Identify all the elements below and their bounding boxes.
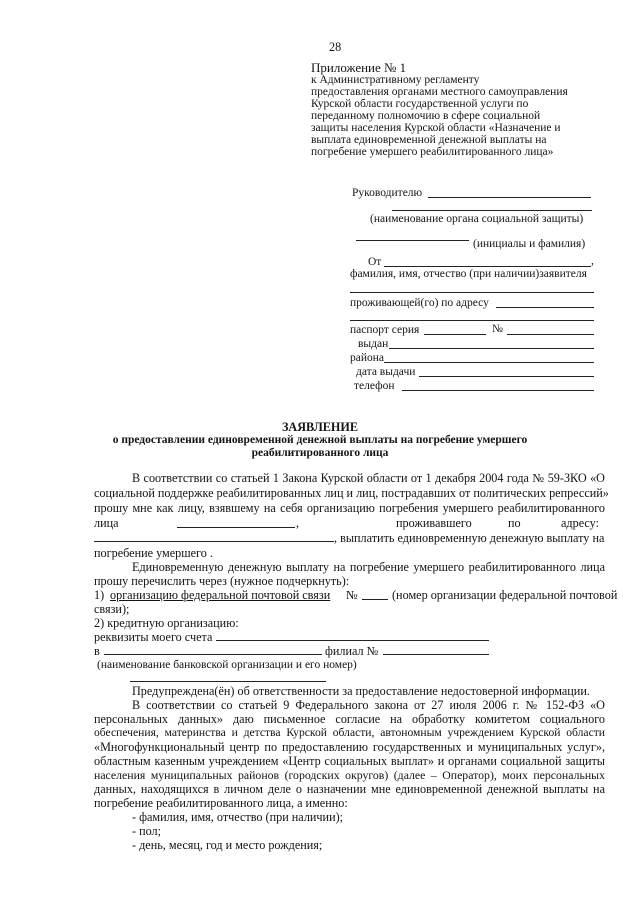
appendix-line: Курской области государственной услуги по	[311, 98, 529, 110]
address-line	[350, 320, 594, 321]
deceased-address-line	[94, 541, 334, 542]
consent-line: «Многофункциональный центр по предоставлению государственных и муниципальных услуг»,	[94, 740, 605, 754]
consent-line: В соответствии со статьей 9 Федерального закона от 27 июля 2006 г. № 152-ФЗ «О	[132, 698, 605, 712]
appendix-line: к Административному регламенту	[311, 74, 480, 86]
body-line: , выплатить единовременную денежную выплату на	[334, 531, 605, 545]
consent-line: погребение реабилитированного лица, а именно:	[94, 796, 348, 810]
list-item: - день, месяц, год и место рождения;	[132, 838, 323, 852]
appendix-line: выплата единовременной денежной выплаты на	[311, 134, 547, 146]
option-bank[interactable]: 2) кредитную организацию:	[94, 616, 239, 630]
passport-series-label: паспорт серия	[350, 324, 420, 336]
appendix-line: защиты населения Курской области «Назначение и	[311, 122, 561, 134]
initials-line	[356, 240, 469, 241]
statement-title: ЗАЯВЛЕНИЕ	[282, 420, 358, 434]
applicant-line	[350, 292, 594, 293]
consent-line: населения муниципальных районов (городских округов) (далее – Оператор), моих персональных	[94, 768, 605, 782]
residing-line	[496, 307, 594, 308]
appendix-line: предоставления органами местного самоуправления	[311, 86, 568, 98]
body-line: Единовременную денежную выплату на погребение умершего реабилитированного лица	[132, 560, 605, 574]
account-line	[216, 640, 489, 641]
option-post-office[interactable]: организацию федеральной почтовой связи	[110, 588, 331, 602]
applicant-caption: фамилия, имя, отчество (при наличии)заявителя	[350, 268, 587, 280]
body-word: адресу:	[561, 516, 599, 530]
passport-number-line	[507, 334, 594, 335]
warning-text: Предупреждена(ён) об ответственности за предоставление недостоверной информации.	[132, 684, 590, 698]
consent-line: персональных данных» даю письменное согласие на обработку комитетом социального	[94, 712, 605, 726]
option-post-suffix: (номер организации федеральной почтовой	[392, 588, 618, 602]
org-caption: (наименование органа социальной защиты)	[370, 213, 584, 225]
bank-caption: (наименование банковской организации и его номер)	[97, 659, 357, 671]
deceased-name-line	[177, 527, 295, 528]
option-post-number-label: №	[346, 588, 358, 602]
body-word: проживавшего	[396, 516, 472, 530]
passport-number-label: №	[492, 323, 503, 335]
list-item: - фамилия, имя, отчество (при наличии);	[132, 810, 344, 824]
body-line: социальной поддержке реабилитированных лиц и лиц, пострадавших от политических репрессий»	[94, 486, 609, 500]
body-line: погребение умершего .	[94, 546, 213, 560]
consent-line: данных, находящихся в личном деле о назначении мне единовременной денежной выплаты на	[94, 782, 605, 796]
account-label: реквизиты моего счета	[94, 630, 213, 644]
body-line: прошу мне как лицу, взявшему на себя организацию погребения умершего реабилитированного	[94, 501, 605, 515]
signature-line	[130, 681, 326, 682]
head-label: Руководителю	[352, 187, 423, 199]
statement-subtitle: о предоставлении единовременной денежной выплаты на погребение умершего	[112, 434, 528, 446]
body-word: лица	[94, 516, 119, 530]
branch-label: филиал №	[325, 644, 379, 658]
passport-series-line	[424, 334, 486, 335]
phone-line	[402, 390, 594, 391]
option-post-line2: связи);	[94, 602, 130, 616]
post-number-line	[362, 599, 388, 600]
district-line	[384, 362, 594, 363]
body-line: прошу перечислить через (нужное подчеркнуть):	[94, 574, 350, 588]
consent-line: обеспечения, материнства и детства Курской области, автономным учреждением Курской области	[94, 726, 605, 739]
appendix-title: Приложение № 1	[311, 60, 407, 75]
issued-label: выдан	[358, 338, 389, 350]
initials-caption: (инициалы и фамилия)	[473, 238, 586, 250]
from-label: От	[368, 256, 382, 268]
phone-label: телефон	[354, 380, 395, 392]
head-name-line	[428, 197, 591, 198]
body-word: по	[508, 516, 521, 530]
issue-date-label: дата выдачи	[356, 366, 416, 378]
branch-line	[383, 654, 489, 655]
from-comma: ,	[591, 255, 594, 267]
statement-subtitle: реабилитированного лица	[251, 447, 389, 459]
list-item: - пол;	[132, 824, 162, 838]
residing-label: проживающей(го) по адресу	[350, 297, 489, 309]
page-number: 28	[329, 40, 342, 54]
appendix-line: переданному полномочию в сфере социальной	[311, 110, 541, 122]
issue-date-line	[419, 376, 594, 377]
option-post-prefix: 1)	[94, 588, 105, 602]
from-line	[384, 266, 591, 267]
body-line: В соответствии со статьей 1 Закона Курской области от 1 декабря 2004 года № 59-ЗКО «О	[132, 471, 605, 485]
org-line	[392, 210, 592, 211]
consent-line: областным казенным учреждением «Центр социальных выплат» и органами социальной защиты	[94, 754, 605, 768]
appendix-line: погребение умершего реабилитированного лица»	[311, 146, 554, 158]
body-word: ,	[296, 516, 300, 530]
district-label: района	[350, 352, 385, 364]
bank-name-line	[104, 654, 322, 655]
issued-line	[389, 348, 594, 349]
in-label: в	[94, 644, 100, 658]
